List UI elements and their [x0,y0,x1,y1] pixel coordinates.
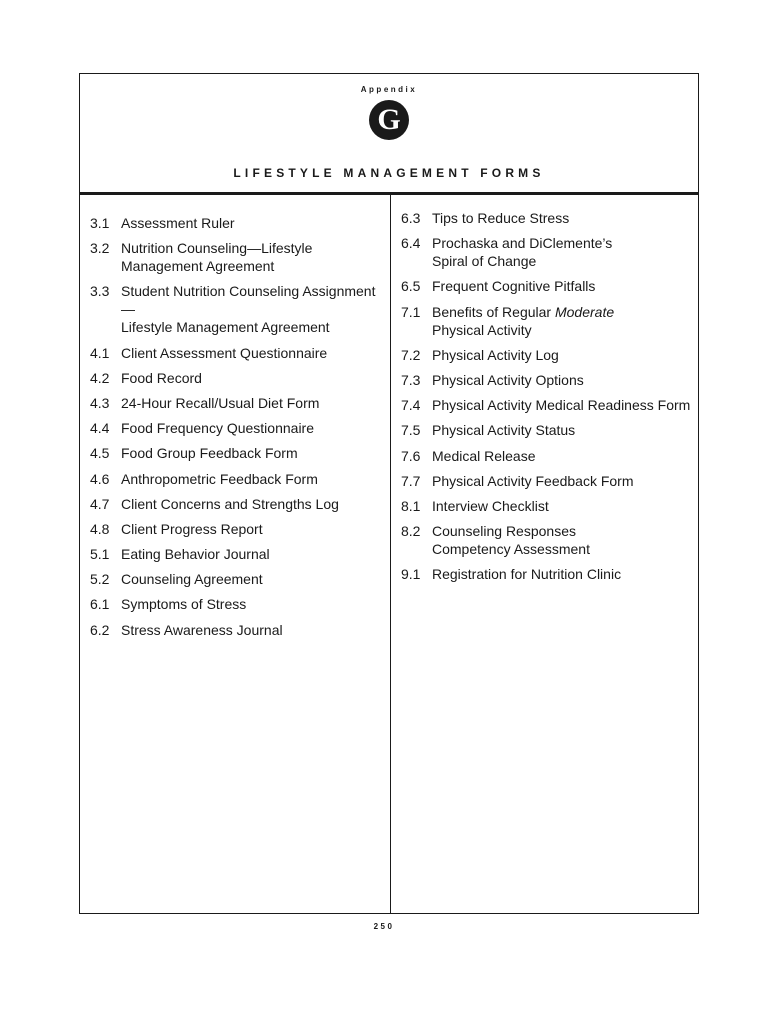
form-list-item [401,396,696,414]
form-number: 7.1 [401,303,421,320]
form-title [432,421,696,439]
form-list-item [90,394,385,412]
form-number: 9.1 [401,566,421,583]
right-column-list [401,209,696,590]
form-title [432,497,696,515]
form-title [121,214,385,232]
form-list-item [90,570,385,588]
form-list-item [401,472,696,490]
form-title [121,344,385,362]
form-title [121,394,385,412]
form-title [121,520,385,538]
form-number: 6.4 [401,235,421,252]
form-number: 7.4 [401,397,421,414]
form-title [121,369,385,387]
form-title [432,346,696,364]
form-list-item [90,520,385,538]
form-title-line: Management Agreement [121,258,275,275]
form-list-item [401,447,696,465]
form-list-item [401,421,696,439]
form-number: 7.7 [401,472,421,489]
form-list-item [90,470,385,488]
form-title [121,470,385,488]
form-list-item [90,239,385,275]
form-number: 8.2 [401,523,421,540]
form-list-item [401,497,696,515]
form-number: 4.1 [90,344,110,361]
form-title-line: Food Frequency Questionnaire [121,420,314,437]
form-list-item [401,234,696,270]
form-title [432,396,696,414]
form-list-item [401,565,696,583]
form-title-line: Spiral of Change [432,253,537,270]
form-list-item [90,282,385,336]
form-title-line: Physical Activity Medical Readiness Form [432,397,691,414]
form-title [121,419,385,437]
form-list-item [401,303,696,339]
form-list-item [401,371,696,389]
form-number: 7.6 [401,447,421,464]
form-number: 4.3 [90,394,110,411]
form-number: 6.5 [401,278,421,295]
form-title [121,595,385,613]
form-title-line: Counseling Responses [432,523,576,540]
appendix-frame [79,73,699,914]
form-number: 6.2 [90,621,110,638]
form-number: 5.1 [90,546,110,563]
form-number: 7.2 [401,346,421,363]
column-divider [390,195,391,913]
form-title [432,472,696,490]
form-number: 6.3 [401,210,421,226]
form-title [121,621,385,639]
form-title-line: Nutrition Counseling—Lifestyle [121,240,313,257]
appendix-letter-badge: G [369,100,409,140]
form-title [121,444,385,462]
form-title-line: Lifestyle Management Agreement [121,319,330,336]
form-title-line: Assessment Ruler [121,215,235,231]
appendix-header [80,74,698,194]
form-title [432,234,696,270]
form-title-emphasis: Moderate [554,303,615,320]
form-title-line: Anthropometric Feedback Form [121,470,318,487]
form-title-line: Registration for Nutrition Clinic [432,566,622,583]
form-title-line: Food Group Feedback Form [121,445,298,462]
form-title-line: Client Concerns and Strengths Log [121,495,339,512]
form-number: 4.4 [90,420,110,437]
form-list-item [401,277,696,295]
form-title [121,570,385,588]
form-title-line: 24-Hour Recall/Usual Diet Form [121,394,320,411]
form-number: 8.1 [401,497,421,514]
form-title-line: Physical Activity Log [432,346,559,363]
form-title-line: Client Progress Report [121,520,263,537]
form-title-line: Physical Activity Options [432,371,584,388]
form-list-item [90,419,385,437]
form-number: 3.2 [90,240,110,257]
form-number: 3.1 [90,215,110,231]
form-title-line: Prochaska and DiClemente’s [432,235,613,252]
form-title [121,239,385,275]
form-list-item [90,444,385,462]
form-list-item [90,214,385,232]
form-title [121,282,385,336]
form-title-line: Tips to Reduce Stress [432,210,570,226]
form-title [432,522,696,558]
form-number: 4.8 [90,520,110,537]
form-number: 4.6 [90,470,110,487]
form-list-item [401,522,696,558]
form-number: 4.2 [90,369,110,386]
form-title [432,371,696,389]
form-number: 4.7 [90,495,110,512]
form-title-line: Physical Activity [432,321,532,338]
form-title-line: Physical Activity Feedback Form [432,472,634,489]
form-title-line: Counseling Agreement [121,571,263,588]
page-number: 250 [373,922,395,931]
form-list-item [90,344,385,362]
form-title-line: Stress Awareness Journal [121,621,283,638]
form-title-line: Symptoms of Stress [121,596,247,613]
form-title [432,209,696,227]
form-list-item [90,495,385,513]
header-rule [80,192,698,195]
form-title-line: Frequent Cognitive Pitfalls [432,278,596,295]
appendix-label: Appendix [360,85,418,94]
form-title [432,277,696,295]
form-title-line: Interview Checklist [432,497,549,514]
form-title-line: Food Record [121,369,202,386]
form-list-item [90,369,385,387]
form-number: 5.2 [90,571,110,588]
form-number: 6.1 [90,596,110,613]
page-title: LIFESTYLE MANAGEMENT FORMS [233,166,545,180]
form-title-line: Medical Release [432,447,536,464]
form-title-line: Physical Activity Status [432,422,576,439]
left-column-list [90,214,385,646]
form-number: 7.5 [401,422,421,439]
form-list-item [90,621,385,639]
form-list-item [90,595,385,613]
form-title-line: Benefits of Regular [432,303,552,320]
form-title-line: Competency Assessment [432,541,590,558]
form-title [432,303,696,339]
form-list-item [401,209,696,227]
form-number: 3.3 [90,283,110,300]
form-title [432,447,696,465]
form-title [121,545,385,563]
form-number: 7.3 [401,371,421,388]
form-title-line: Client Assessment Questionnaire [121,344,328,361]
form-title-line: Student Nutrition Counseling Assignment— [121,283,376,318]
form-number: 4.5 [90,445,110,462]
form-title [432,565,696,583]
form-list-item [401,346,696,364]
form-title [121,495,385,513]
form-list-item [90,545,385,563]
form-title-line: Eating Behavior Journal [121,546,270,563]
